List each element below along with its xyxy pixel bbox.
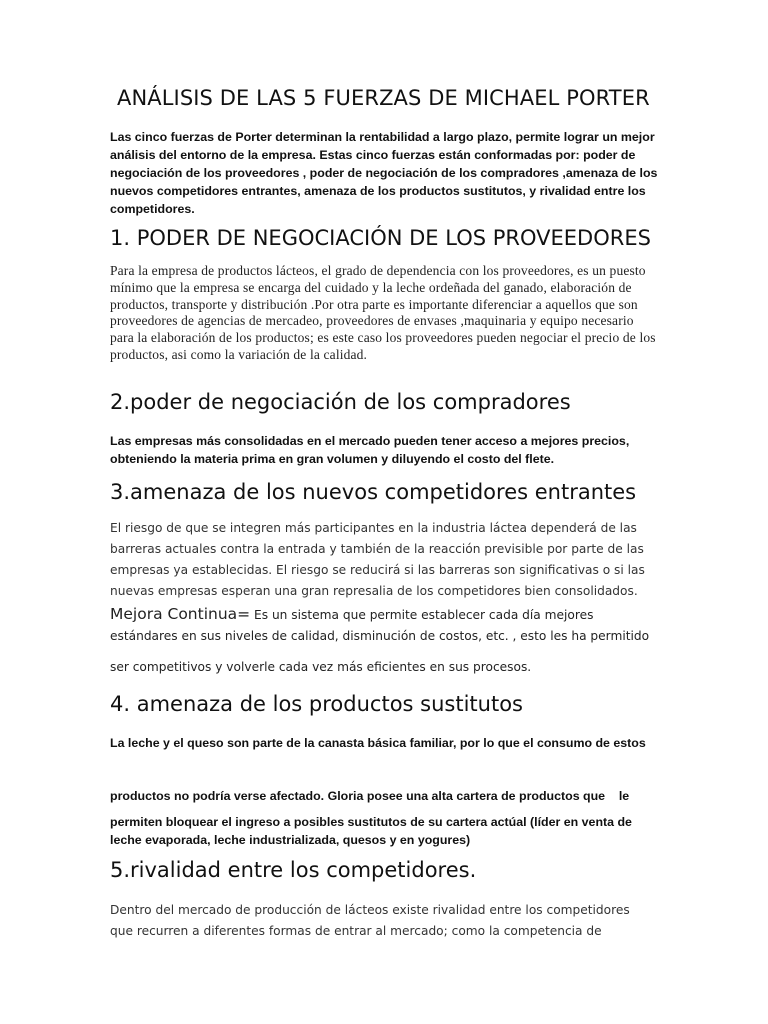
section-5-heading: 5.rivalidad entre los competidores. — [110, 858, 477, 882]
intro-paragraph: Las cinco fuerzas de Porter determinan la rentabilidad a largo plazo, permite lograr un mejor análisis del entorno de la empresa. Estas cinco fuerzas están conformadas por: poder de negociación de los proveedores , poder de negociación de los compradores ,amenaza de los nuevos competidores entrantes, amenaza de los productos sustitutos, y rivalidad entre los competidores. — [110, 130, 658, 216]
section-4-line-2: productos no podría verse afectado. Gloria posee una alta cartera de productos que le — [110, 789, 630, 803]
page-title: ANÁLISIS DE LAS 5 FUERZAS DE MICHAEL PORTER — [117, 86, 650, 110]
mejora-continua-term: Mejora Continua= — [110, 605, 251, 623]
mejora-continua-text-1: Es un sistema que permite establecer cada día mejores estándares en sus niveles de calidad, disminución de costos, etc. , esto les ha permitido — [110, 608, 650, 643]
section-3-body: El riesgo de que se integren más participantes en la industria láctea dependerá de las barreras actuales contra la entrada y también de la reacción previsible por parte de las empresas ya establecidas. El riesgo se reducirá si las barreras son significativas o si las nuevas empresas esperan una gran represalia de los competidores bien consolidados. — [110, 521, 645, 598]
section-5-body: Dentro del mercado de producción de lácteos existe rivalidad entre los competidores que recurren a diferentes formas de entrar al mercado; como la competencia de — [110, 903, 630, 938]
section-4-line-3: permiten bloquear el ingreso a posibles sustitutos de su cartera actúal (líder en venta de leche evaporada, leche industrializada, quesos y en yogures) — [110, 815, 632, 847]
section-2-body: Las empresas más consolidadas en el mercado pueden tener acceso a mejores precios, obteniendo la materia prima en gran volumen y diluyendo el costo del flete. — [110, 434, 630, 466]
section-3-heading: 3.amenaza de los nuevos competidores entrantes — [110, 480, 637, 504]
section-2-heading: 2.poder de negociación de los compradores — [110, 390, 571, 414]
section-1-heading: 1. PODER DE NEGOCIACIÓN DE LOS PROVEEDORES — [110, 226, 651, 250]
section-4-line-1: La leche y el queso son parte de la canasta básica familiar, por lo que el consumo de estos — [110, 736, 646, 750]
mejora-continua-line — [110, 604, 658, 647]
section-1-body: Para la empresa de productos lácteos, el grado de dependencia con los proveedores, es un puesto mínimo que la empresa se encarga del cuidado y la leche ordeñada del ganado, elaboración de productos, transporte y distribución .Por otra parte es importante diferenciar a aquellos que son proveedores de agencias de mercadeo, proveedores de envases ,maquinaria y equipo necesario para la elaboración de los productos; es este caso los proveedores pueden negociar el precio de los productos, asi como la variación de la calidad. — [110, 263, 656, 362]
section-4-heading: 4. amenaza de los productos sustitutos — [110, 692, 523, 716]
mejora-continua-text-2: ser competitivos y volverle cada vez más eficientes en sus procesos. — [110, 660, 532, 674]
